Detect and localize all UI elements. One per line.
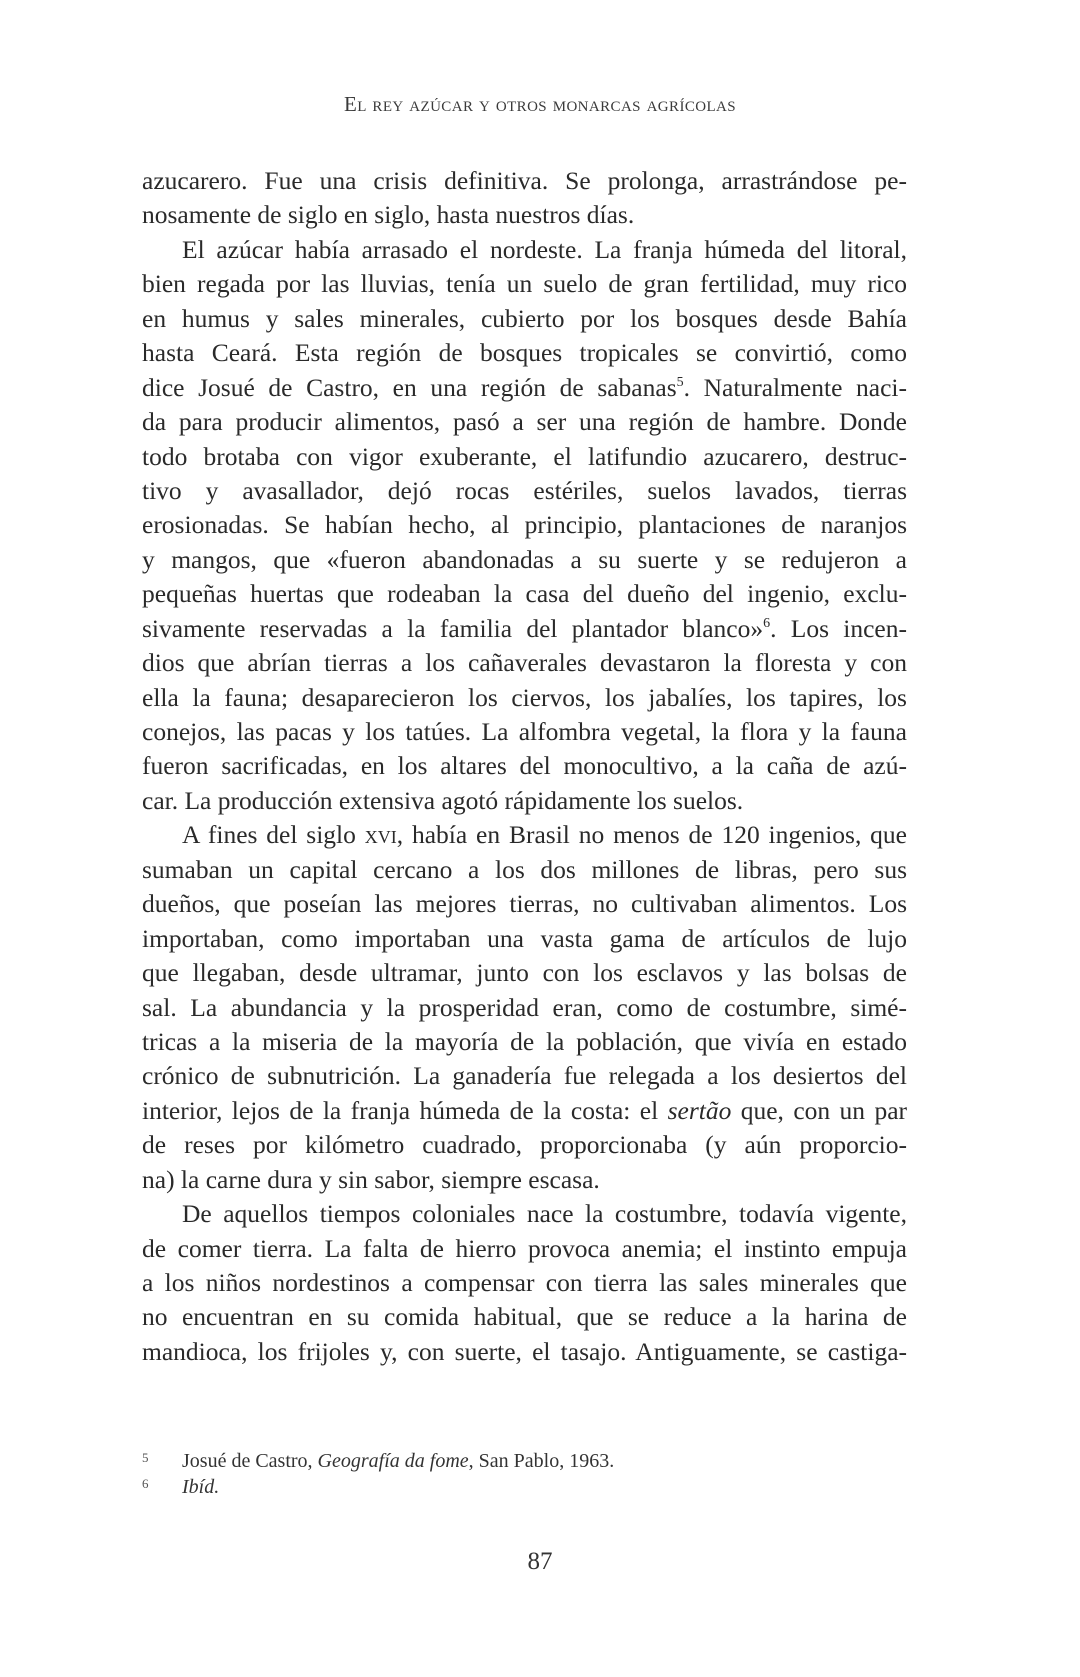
footnote-number: 6 (142, 1476, 149, 1491)
text-line: da para producir alimentos, pasó a ser una región de hambre. Donde (142, 407, 907, 437)
text-line: todo brotaba con vigor exuberante, el latifundio azucarero, destruc- (142, 441, 907, 471)
italic-term: sertão (667, 1095, 732, 1125)
footnote-text (182, 1474, 219, 1500)
text-line: sal. La abundancia y la prosperidad eran, como de costumbre, simé- (142, 992, 907, 1022)
text-line: car. La producción extensiva agotó rápidamente los suelos. (142, 785, 744, 815)
text-segment: sivamente reservadas a la familia del plantador blanco» (142, 613, 764, 643)
footnote-6 (142, 1474, 907, 1500)
footnotes (142, 1448, 907, 1500)
text-line: a los niños nordestinos a compensar con tierra las sales minerales que (142, 1268, 907, 1297)
text-line: na) la carne dura y sin sabor, siempre escasa. (142, 1164, 600, 1194)
book-title: Geografía da fome (317, 1450, 469, 1472)
text-line: fueron sacrificadas, en los altares del monocultivo, a la caña de azú- (142, 751, 907, 781)
text-segment: . Naturalmente naci- (683, 372, 907, 402)
century-numeral: xvi (364, 820, 397, 850)
text-line: azucarero. Fue una crisis definitiva. Se prolonga, arrastrándose pe- (142, 166, 907, 195)
text-line: tricas a la miseria de la mayoría de la población, que vivía en estado (142, 1026, 907, 1056)
text-line: erosionadas. Se habían hecho, al principio, plantaciones de naranjos (142, 510, 907, 540)
text-segment: , había en Brasil no menos de 120 ingenios, que (396, 820, 908, 850)
page-number: 87 (527, 1548, 553, 1575)
text-line: nosamente de siglo en siglo, hasta nuestros días. (142, 200, 635, 230)
text-line: de reses por kilómetro cuadrado, proporcionaba (y aún proporcio- (142, 1130, 907, 1160)
text-line: pequeñas huertas que rodeaban la casa del dueño del ingenio, exclu- (142, 579, 907, 609)
text-segment: A fines del siglo (182, 820, 365, 850)
text-line: y mangos, que «fueron abandonadas a su suerte y se redujeron a (142, 544, 907, 574)
text-segment: . Los incen- (770, 613, 907, 643)
text-segment: que, con un par (731, 1095, 907, 1125)
footnote-text (182, 1448, 614, 1474)
footnote-segment: , San Pablo, 1963. (468, 1450, 615, 1472)
footnote-5 (142, 1448, 907, 1474)
text-line: sumaban un capital cercano a los dos millones de libras, pero sus (142, 854, 907, 884)
ibid-reference: Ibíd. (182, 1476, 220, 1498)
text-line: importaban, como importaban una vasta gama de artículos de lujo (142, 923, 907, 953)
text-line (142, 371, 907, 405)
body-text (142, 164, 907, 1369)
text-segment: interior, lejos de la franja húmeda de la costa: el (142, 1095, 668, 1125)
text-line (142, 1094, 907, 1128)
footnote-ref-5[interactable]: 5 (676, 374, 684, 390)
footnote-segment: Josué de Castro, (182, 1450, 318, 1472)
text-line: conejos, las pacas y los tatúes. La alfombra vegetal, la flora y la fauna (142, 717, 907, 746)
footnote-ref-6[interactable]: 6 (763, 615, 771, 631)
running-head: El rey azúcar y otros monarcas agrícolas (343, 92, 737, 116)
text-line: dueños, que poseían las mejores tierras, no cultivaban alimentos. Los (142, 889, 907, 919)
text-line: en humus y sales minerales, cubierto por los bosques desde Bahía (142, 303, 907, 333)
text-line: mandioca, los frijoles y, con suerte, el tasajo. Antiguamente, se castiga- (142, 1336, 907, 1366)
text-line: de comer tierra. La falta de hierro provoca anemia; el instinto empuja (142, 1233, 907, 1263)
paragraph-start-line: El azúcar había arrasado el nordeste. La franja húmeda del litoral, (182, 234, 907, 264)
text-line: bien regada por las lluvias, tenía un suelo de gran fertilidad, muy rico (142, 269, 907, 299)
text-line: crónico de subnutrición. La ganadería fue relegada a los desiertos del (142, 1061, 907, 1091)
text-line: hasta Ceará. Esta región de bosques tropicales se convirtió, como (142, 338, 907, 368)
text-line: que llegaban, desde ultramar, junto con los esclavos y las bolsas de (142, 958, 907, 988)
paragraph-start-line (142, 818, 907, 852)
paragraph-start-line: De aquellos tiempos coloniales nace la costumbre, todavía vigente, (182, 1199, 907, 1229)
text-line: dios que abrían tierras a los cañaverales devastaron la floresta y con (142, 648, 907, 678)
footnote-number: 5 (142, 1450, 149, 1465)
text-segment: dice Josué de Castro, en una región de sabanas (142, 372, 677, 402)
text-line: ella la fauna; desaparecieron los ciervos, los jabalíes, los tapires, los (142, 682, 907, 712)
text-line: no encuentran en su comida habitual, que se reduce a la harina de (142, 1302, 907, 1332)
text-line: tivo y avasallador, dejó rocas estériles, suelos lavados, tierras (142, 475, 907, 505)
text-line (142, 612, 907, 646)
